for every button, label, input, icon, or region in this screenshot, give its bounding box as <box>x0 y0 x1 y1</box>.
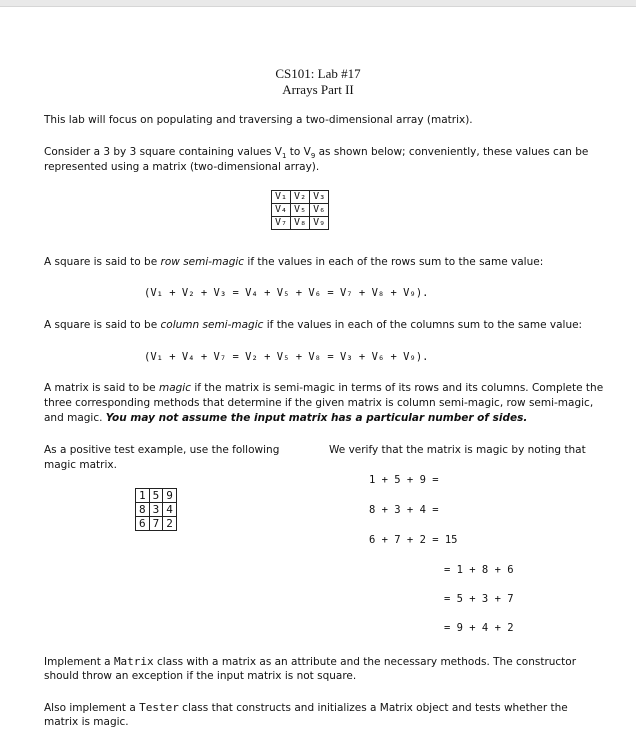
window-top-border <box>0 0 636 7</box>
v-matrix-cell: V₃ <box>310 191 329 204</box>
test-example-line-2: magic matrix. <box>44 459 117 471</box>
magic-matrix-cell: 2 <box>163 517 177 531</box>
magic-matrix-cell: 4 <box>163 503 177 517</box>
v-matrix-row <box>272 191 329 204</box>
magic-matrix-cell: 1 <box>136 489 150 503</box>
implement-matrix-line-2: should throw an exception if the input matrix is not square. <box>44 670 357 682</box>
row-sum-2: 8 + 3 + 4 = <box>369 504 439 516</box>
column-sum-1: = 1 + 8 + 6 <box>444 564 514 576</box>
magic-matrix <box>135 488 177 531</box>
magic-matrix-cell: 9 <box>163 489 177 503</box>
intro-text: This lab will focus on populating and traversing a two-dimensional array (matrix). <box>44 114 473 126</box>
test-example-line-1: As a positive test example, use the following <box>44 444 280 456</box>
v-matrix <box>271 190 329 230</box>
column-equation: (V₁ + V₄ + V₇ = V₂ + V₅ + V₈ = V₃ + V₆ + V₉). <box>144 351 429 363</box>
v-matrix-row <box>272 217 329 230</box>
magic-matrix-cell: 7 <box>149 517 163 531</box>
row-sum-3: 6 + 7 + 2 = 15 <box>369 534 458 546</box>
magic-definition-line-1: A matrix is said to be magic if the matrix is semi-magic in terms of its rows and its columns. Complete the <box>44 382 604 394</box>
magic-definition-line-3: and magic. You may not assume the input matrix has a particular number of sides. <box>44 412 528 424</box>
v-matrix-cell: V₂ <box>291 191 310 204</box>
magic-matrix-row <box>136 503 177 517</box>
v-matrix-cell: V₅ <box>291 204 310 217</box>
page-subtitle: Arrays Part II <box>282 82 354 97</box>
row-semi-magic-definition: A square is said to be row semi-magic if the values in each of the rows sum to the same value: <box>44 256 544 268</box>
magic-matrix-cell: 8 <box>136 503 150 517</box>
magic-definition-line-2: three corresponding methods that determine if the given matrix is column semi-magic, row semi-magic, <box>44 397 594 409</box>
matrix-class-name: Matrix <box>113 655 154 668</box>
magic-matrix-row <box>136 517 177 531</box>
row-sum-1: 1 + 5 + 9 = <box>369 474 439 486</box>
implement-matrix-line-1: Implement a Matrix class with a matrix as an attribute and the necessary methods. The constructor <box>44 655 577 668</box>
magic-matrix-cell: 3 <box>149 503 163 517</box>
column-semi-magic-definition: A square is said to be column semi-magic if the values in each of the columns sum to the same value: <box>44 319 583 331</box>
page-title: CS101: Lab #17 <box>275 66 361 81</box>
row-equation: (V₁ + V₂ + V₃ = V₄ + V₅ + V₆ = V₇ + V₈ + V₉). <box>144 287 429 299</box>
v-matrix-cell: V₄ <box>272 204 291 217</box>
consider-line-2: represented using a matrix (two-dimensional array). <box>44 161 320 173</box>
magic-matrix-cell: 6 <box>136 517 150 531</box>
column-sum-3: = 9 + 4 + 2 <box>444 622 514 634</box>
magic-matrix-cell: 5 <box>149 489 163 503</box>
column-sum-2: = 5 + 3 + 7 <box>444 593 514 605</box>
v-matrix-cell: V₇ <box>272 217 291 230</box>
consider-line-1: Consider a 3 by 3 square containing values $V_1$ to $V_9$ as shown below; conveniently, these values can be <box>44 146 589 161</box>
magic-matrix-row <box>136 489 177 503</box>
tester-class-name: Tester <box>139 701 179 714</box>
verify-text: We verify that the matrix is magic by noting that <box>329 444 586 456</box>
implement-tester-line-2: matrix is magic. <box>44 716 129 728</box>
v-matrix-cell: V₁ <box>272 191 291 204</box>
v-matrix-cell: V₈ <box>291 217 310 230</box>
v-matrix-cell: V₆ <box>310 204 329 217</box>
implement-tester-line-1: Also implement a Tester class that constructs and initializes a Matrix object and tests whether the <box>44 701 568 714</box>
v-matrix-row <box>272 204 329 217</box>
v-matrix-cell: V₉ <box>310 217 329 230</box>
